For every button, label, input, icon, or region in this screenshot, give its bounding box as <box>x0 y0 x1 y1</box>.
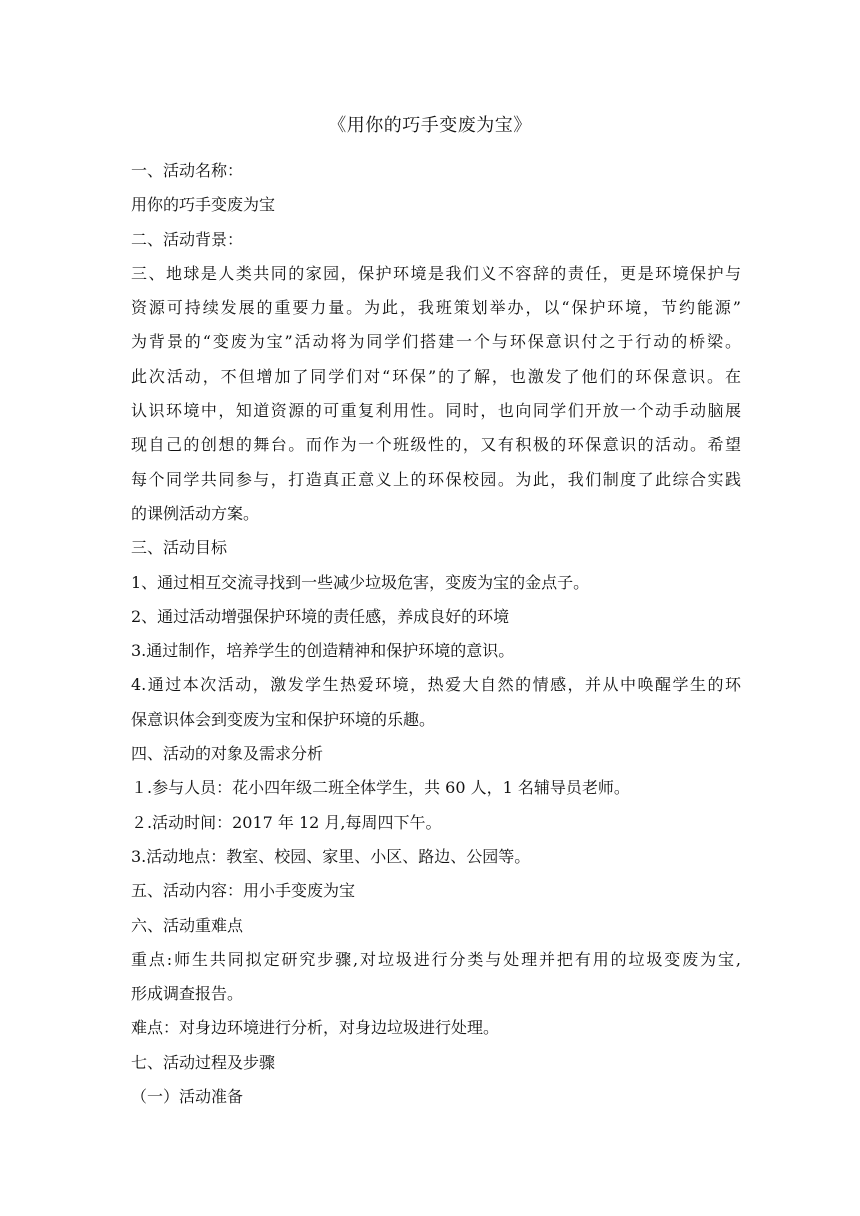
section-heading-content: 五、活动内容：用小手变废为宝 <box>131 881 356 901</box>
list-item: １.参与人员：花小四年级二班全体学生，共 60 人，1 名辅导员老师。 <box>131 778 630 798</box>
paragraph-line: 资源可持续发展的重要力量。为此，我班策划举办，以“保护环境，节约能源” <box>131 298 741 318</box>
paragraph-line: 此次活动，不但增加了同学们对“环保”的了解，也激发了他们的环保意识。在 <box>131 366 741 386</box>
subsection-heading-preparation: （一）活动准备 <box>131 1087 244 1107</box>
section-heading-background: 二、活动背景： <box>131 229 244 249</box>
section-heading-goals: 三、活动目标 <box>131 538 228 558</box>
paragraph-line: 形成调查报告。 <box>131 984 244 1004</box>
list-item: 2、通过活动增强保护环境的责任感，养成良好的环境 <box>131 606 510 626</box>
section-heading-key-points: 六、活动重难点 <box>131 915 244 935</box>
document-title: 《用你的巧手变废为宝》 <box>328 115 532 136</box>
paragraph-line: 重点:师生共同拟定研究步骤,对垃圾进行分类与处理并把有用的垃圾变废为宝, <box>131 949 741 969</box>
paragraph-line: 现自己的创想的舞台。而作为一个班级性的，又有积极的环保意识的活动。希望 <box>131 435 741 455</box>
paragraph-line: 为背景的“变废为宝”活动将为同学们搭建一个与环保意识付之于行动的桥梁。 <box>131 332 741 352</box>
paragraph-line: 难点：对身边环境进行分析，对身边垃圾进行处理。 <box>131 1018 500 1038</box>
list-item: ２.活动时间：2017 年 12 月,每周四下午。 <box>131 812 442 832</box>
paragraph-line: 认识环境中，知道资源的可重复利用性。同时，也向同学们开放一个动手动脑展 <box>131 401 741 421</box>
list-item: 3.活动地点：教室、校园、家里、小区、路边、公园等。 <box>131 846 531 866</box>
section-heading-process: 七、活动过程及步骤 <box>131 1052 276 1072</box>
document-body <box>131 154 741 1114</box>
list-item: 4.通过本次活动，激发学生热爱环境，热爱大自然的情感，并从中唤醒学生的环 <box>131 675 741 695</box>
paragraph-line: 三、地球是人类共同的家园，保护环境是我们义不容辞的责任，更是环境保护与 <box>131 263 741 283</box>
section-heading-activity-name: 一、活动名称： <box>131 161 244 180</box>
paragraph-line: 的课例活动方案。 <box>131 503 260 523</box>
list-item: 1、通过相互交流寻找到一些减少垃圾危害，变废为宝的金点子。 <box>131 572 590 592</box>
list-item: 3.通过制作，培养学生的创造精神和保护环境的意识。 <box>131 641 515 661</box>
section-heading-audience: 四、活动的对象及需求分析 <box>131 744 324 764</box>
paragraph-line: 保意识体会到变废为宝和保护环境的乐趣。 <box>131 709 436 729</box>
paragraph-line: 每个同学共同参与，打造真正意义上的环保校园。为此，我们制度了此综合实践 <box>131 469 741 489</box>
paragraph-line: 用你的巧手变废为宝 <box>131 195 276 215</box>
